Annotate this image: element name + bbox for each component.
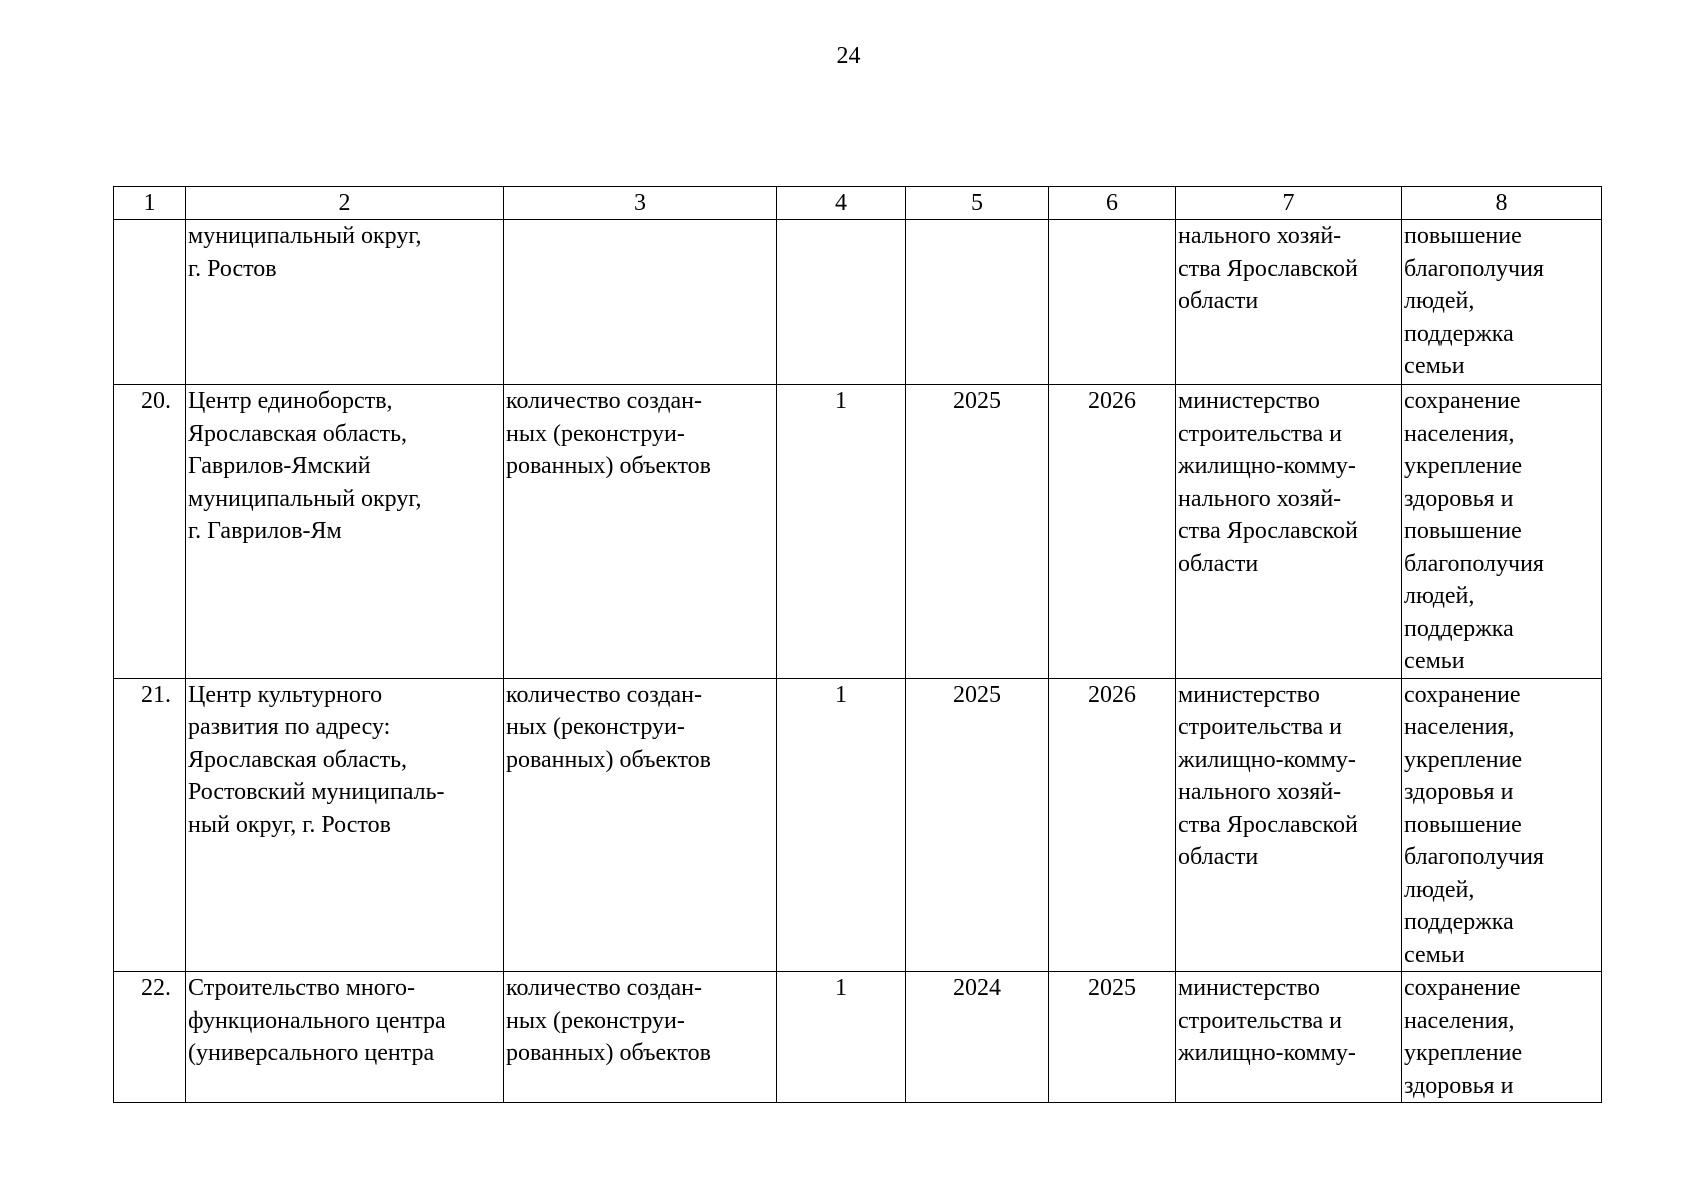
cell-object-name — [186, 385, 504, 679]
cell-text-line: ства Ярославской — [1178, 255, 1358, 282]
header-cell: 7 — [1176, 187, 1402, 220]
cell-indicator — [504, 385, 777, 679]
cell-text-line: семьи — [1404, 941, 1465, 968]
cell-text-line: Центр единоборств, — [188, 388, 393, 414]
cell-start-year: 2025 — [906, 385, 1049, 679]
cell-indicator — [504, 972, 777, 1103]
cell-text-line: строительства и — [1178, 1007, 1342, 1034]
cell-number: 21. — [114, 678, 186, 972]
cell-value: 1 — [777, 678, 906, 972]
cell-text-line: населения, — [1404, 714, 1515, 740]
cell-object-name — [186, 220, 504, 385]
header-cell: 5 — [906, 187, 1049, 220]
cell-text-line: повышение — [1404, 223, 1522, 249]
cell-text-line: Ростовский муниципаль- — [188, 779, 445, 805]
cell-text-line: благополучия — [1404, 255, 1544, 282]
cell-text-line: людей, — [1404, 583, 1475, 609]
cell-text-line: здоровья и — [1404, 1072, 1514, 1099]
table-row — [114, 972, 1602, 1103]
cell-responsible — [1176, 220, 1402, 385]
header-cell: 4 — [777, 187, 906, 220]
cell-text-line: населения, — [1404, 420, 1515, 447]
cell-goal — [1402, 678, 1602, 972]
table-row — [114, 220, 1602, 385]
cell-text-line: поддержка — [1404, 909, 1514, 935]
cell-responsible — [1176, 678, 1402, 972]
cell-text-line: сохранение — [1404, 388, 1521, 414]
cell-text-line: г. Ростов — [188, 255, 277, 282]
cell-text-line: ный округ, г. Ростов — [188, 811, 391, 838]
cell-start-year — [906, 220, 1049, 385]
cell-text-line: укрепление — [1404, 746, 1523, 773]
cell-text-line: людей, — [1404, 288, 1475, 314]
cell-text-line: Центр культурного — [188, 681, 383, 708]
cell-object-name — [186, 972, 504, 1103]
cell-text-line: людей, — [1404, 876, 1475, 903]
cell-text-line: ных (реконструи- — [506, 714, 685, 740]
cell-text-line: количество создан- — [506, 388, 702, 414]
cell-goal — [1402, 385, 1602, 679]
cell-text-line: жилищно-комму- — [1178, 1040, 1356, 1066]
cell-end-year — [1049, 220, 1176, 385]
cell-text-line: здоровья и — [1404, 485, 1514, 512]
cell-start-year: 2025 — [906, 678, 1049, 972]
cell-text-line: семьи — [1404, 353, 1465, 379]
cell-goal — [1402, 220, 1602, 385]
cell-text-line: повышение — [1404, 811, 1522, 838]
header-cell: 3 — [504, 187, 777, 220]
cell-text-line: населения, — [1404, 1007, 1515, 1034]
cell-text-line: министерство — [1178, 681, 1320, 708]
cell-end-year: 2026 — [1049, 385, 1176, 679]
cell-end-year: 2025 — [1049, 972, 1176, 1103]
cell-text-line: функционального центра — [188, 1007, 446, 1034]
cell-text-line: области — [1178, 550, 1259, 577]
cell-text-line: нального хозяй- — [1178, 779, 1342, 805]
cell-text-line: повышение — [1404, 518, 1522, 544]
header-cell: 6 — [1049, 187, 1176, 220]
cell-number: 20. — [114, 385, 186, 679]
cell-text-line: строительства и — [1178, 420, 1342, 447]
cell-text-line: благополучия — [1404, 550, 1544, 577]
cell-text-line: нального хозяй- — [1178, 223, 1342, 249]
cell-value: 1 — [777, 972, 906, 1103]
cell-responsible — [1176, 972, 1402, 1103]
table-row — [114, 385, 1602, 679]
cell-text-line: благополучия — [1404, 844, 1544, 870]
header-cell: 1 — [114, 187, 186, 220]
cell-text-line: поддержка — [1404, 615, 1514, 642]
cell-value: 1 — [777, 385, 906, 679]
page-number: 24 — [836, 43, 861, 69]
cell-text-line: укрепление — [1404, 1040, 1523, 1066]
cell-text-line: области — [1178, 288, 1259, 314]
cell-text-line: жилищно-комму- — [1178, 453, 1356, 479]
cell-text-line: Гаврилов-Ямский — [188, 453, 371, 479]
cell-text-line: г. Гаврилов-Ям — [188, 518, 342, 544]
cell-text-line: семьи — [1404, 648, 1465, 674]
cell-indicator — [504, 220, 777, 385]
cell-text-line: количество создан- — [506, 975, 702, 1001]
cell-text-line: ных (реконструи- — [506, 420, 685, 447]
cell-text-line: рованных) объектов — [506, 746, 711, 773]
cell-text-line: поддержка — [1404, 320, 1514, 347]
cell-text-line: здоровья и — [1404, 779, 1514, 805]
cell-value — [777, 220, 906, 385]
cell-text-line: рованных) объектов — [506, 453, 711, 479]
cell-text-line: Ярославская область, — [188, 420, 408, 447]
cell-text-line: министерство — [1178, 975, 1320, 1001]
cell-text-line: развития по адресу: — [188, 714, 391, 740]
cell-text-line: муниципальный округ, — [188, 223, 422, 249]
cell-object-name — [186, 678, 504, 972]
cell-text-line: ных (реконструи- — [506, 1007, 685, 1034]
cell-text-line: ства Ярославской — [1178, 518, 1358, 544]
cell-indicator — [504, 678, 777, 972]
cell-text-line: строительства и — [1178, 714, 1342, 740]
cell-number: 22. — [114, 972, 186, 1103]
cell-text-line: нального хозяй- — [1178, 485, 1342, 512]
table-header-row — [114, 187, 1602, 220]
cell-text-line: Ярославская область, — [188, 746, 408, 773]
cell-text-line: министерство — [1178, 388, 1320, 414]
cell-text-line: рованных) объектов — [506, 1040, 711, 1066]
cell-text-line: ства Ярославской — [1178, 811, 1358, 838]
cell-text-line: Строительство много- — [188, 975, 415, 1001]
cell-number — [114, 220, 186, 385]
cell-text-line: области — [1178, 844, 1259, 870]
table-row — [114, 678, 1602, 972]
cell-text-line: муниципальный округ, — [188, 485, 422, 512]
cell-text-line: укрепление — [1404, 453, 1523, 479]
cell-text-line: сохранение — [1404, 681, 1521, 708]
cell-text-line: жилищно-комму- — [1178, 746, 1356, 773]
header-cell: 8 — [1402, 187, 1602, 220]
cell-text-line: сохранение — [1404, 975, 1521, 1001]
cell-responsible — [1176, 385, 1402, 679]
document-table — [113, 186, 1602, 1103]
cell-text-line: (универсального центра — [188, 1040, 435, 1066]
cell-text-line: количество создан- — [506, 681, 702, 708]
cell-goal — [1402, 972, 1602, 1103]
cell-end-year: 2026 — [1049, 678, 1176, 972]
header-cell: 2 — [186, 187, 504, 220]
cell-start-year: 2024 — [906, 972, 1049, 1103]
